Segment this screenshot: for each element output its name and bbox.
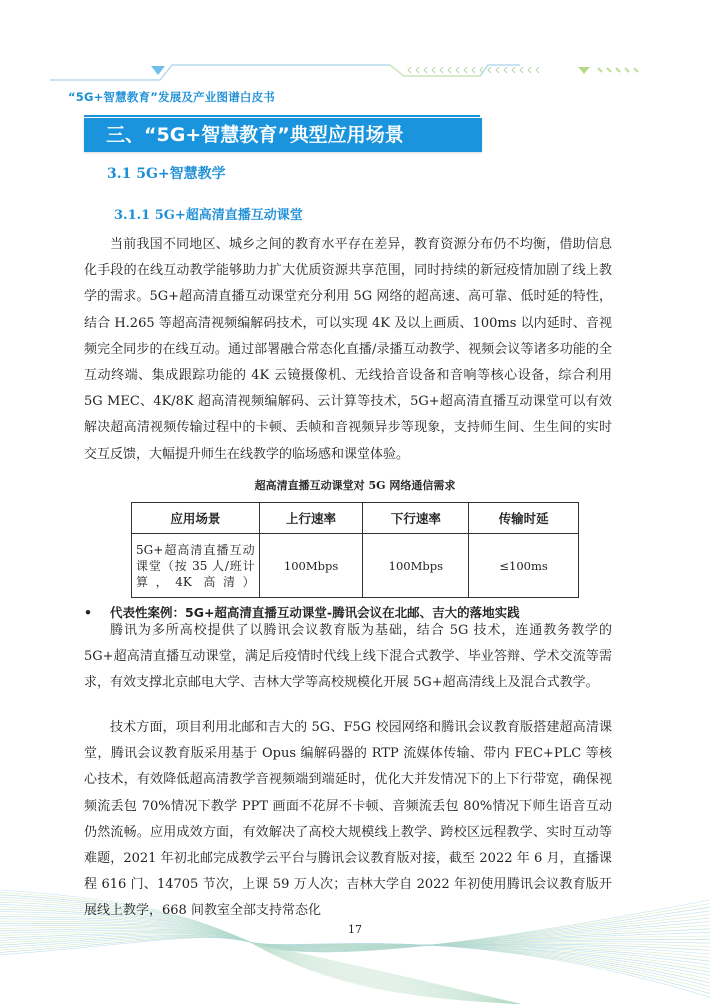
chevron-pattern-icon <box>408 67 539 73</box>
table-cell: 5G+超高清直播互动课堂（按 35 人/班计算，4K 高清） <box>132 534 260 598</box>
table-cell: 100Mbps <box>363 534 469 598</box>
table-cell: ≤100ms <box>469 534 579 598</box>
header-rule <box>84 115 480 117</box>
table-cell: 100Mbps <box>259 534 363 598</box>
case-title: 代表性案例：5G+超高清直播互动课堂-腾讯会议在北邮、吉大的落地实践 <box>110 605 520 620</box>
body-paragraph: 技术方面，项目利用北邮和吉大的 5G、F5G 校园网络和腾讯会议教育版搭建超高清课堂，腾讯会议教育版采用基于 Opus 编解码器的 RTP 流媒体传输、带内 FEC+PLC 等核心技术，有效降低超高清教学音视频端到端延时，优化大并发情况下的上下行带宽，确保视频流丢包 70%情况下教学 PPT 画面不花屏不卡顿、音频流丢包 80%情况下师生语音互动仍然流畅。应用成效方面，有效解决了高校大规模线上教学、跨校区远程教学、实时互动等难题，2021 年初北邮完成教学云平台与腾讯会议教育版对接，截至 2022 年 6 月，直播课程 616 门、14705 节次，上课 59 万人次；吉林大学自 2022 年初使用腾讯会议教育版开展线上教学，668 间教室全部支持常态化 <box>84 720 612 919</box>
triangle-marker-icon <box>151 66 165 75</box>
table-header-cell: 上行速率 <box>259 503 363 534</box>
table-header-cell: 应用场景 <box>132 503 260 534</box>
table-header-cell: 下行速率 <box>363 503 469 534</box>
table-caption: 超高清直播互动课堂对 5G 网络通信需求 <box>254 479 456 492</box>
table-header-row <box>132 503 579 534</box>
section-title: 3.1 5G+智慧教学 <box>107 166 226 182</box>
subsection-title: 3.1.1 5G+超高清直播互动课堂 <box>114 208 303 223</box>
wave-line <box>0 935 710 983</box>
body-paragraph: 当前我国不同地区、城乡之间的教育水平存在差异，教育资源分布仍不均衡，借助信息化手段的在线互动教学能够助力扩大优质资源共享范围，同时持续的新冠疫情加剧了线上教学的需求。5G+超高清直播互动课堂充分利用 5G 网络的超高速、高可靠、低时延的特性，结合 H.265 等超高清视频编解码技术，可以实现 4K 及以上画质、100ms 以内延时、音视频完全同步的在线互动。通过部署融合常态化直播/录播互动教学、视频会议等诸多功能的全互动终端、集成跟踪功能的 4K 云镜摄像机、无线拾音设备和音响等核心设备，综合利用 5G MEC、4K/8K 超高清视频编解码、云计算等技术，5G+超高清直播互动课堂可以有效解决超高清视频传输过程中的卡顿、丢帧和音视频异步等现象，支持师生间、生生间的实时交互反馈，大幅提升师生在线教学的临场感和课堂体验。 <box>84 237 612 462</box>
page-number: 17 <box>348 923 362 936</box>
header-decoration <box>0 0 710 90</box>
table-header-cell: 传输时延 <box>469 503 579 534</box>
slash-pattern-icon <box>598 68 638 72</box>
network-requirements-table <box>131 502 579 598</box>
bullet-icon: • <box>84 605 92 620</box>
body-paragraph: 腾讯为多所高校提供了以腾讯会议教育版为基础，结合 5G 技术，连通教务教学的 5G+超高清直播互动课堂，满足后疫情时代线上线下混合式教学、毕业答辩、学术交流等需求，有效支撑北京邮电大学、吉林大学等高校规模化开展 5G+超高清线上及混合式教学。 <box>84 623 612 691</box>
running-head: “5G+智慧教育”发展及产业图谱白皮书 <box>68 90 275 104</box>
table-row <box>132 534 579 598</box>
triangle-marker-icon <box>578 67 590 74</box>
chapter-title: 三、“5G+智慧教育”典型应用场景 <box>84 118 482 152</box>
